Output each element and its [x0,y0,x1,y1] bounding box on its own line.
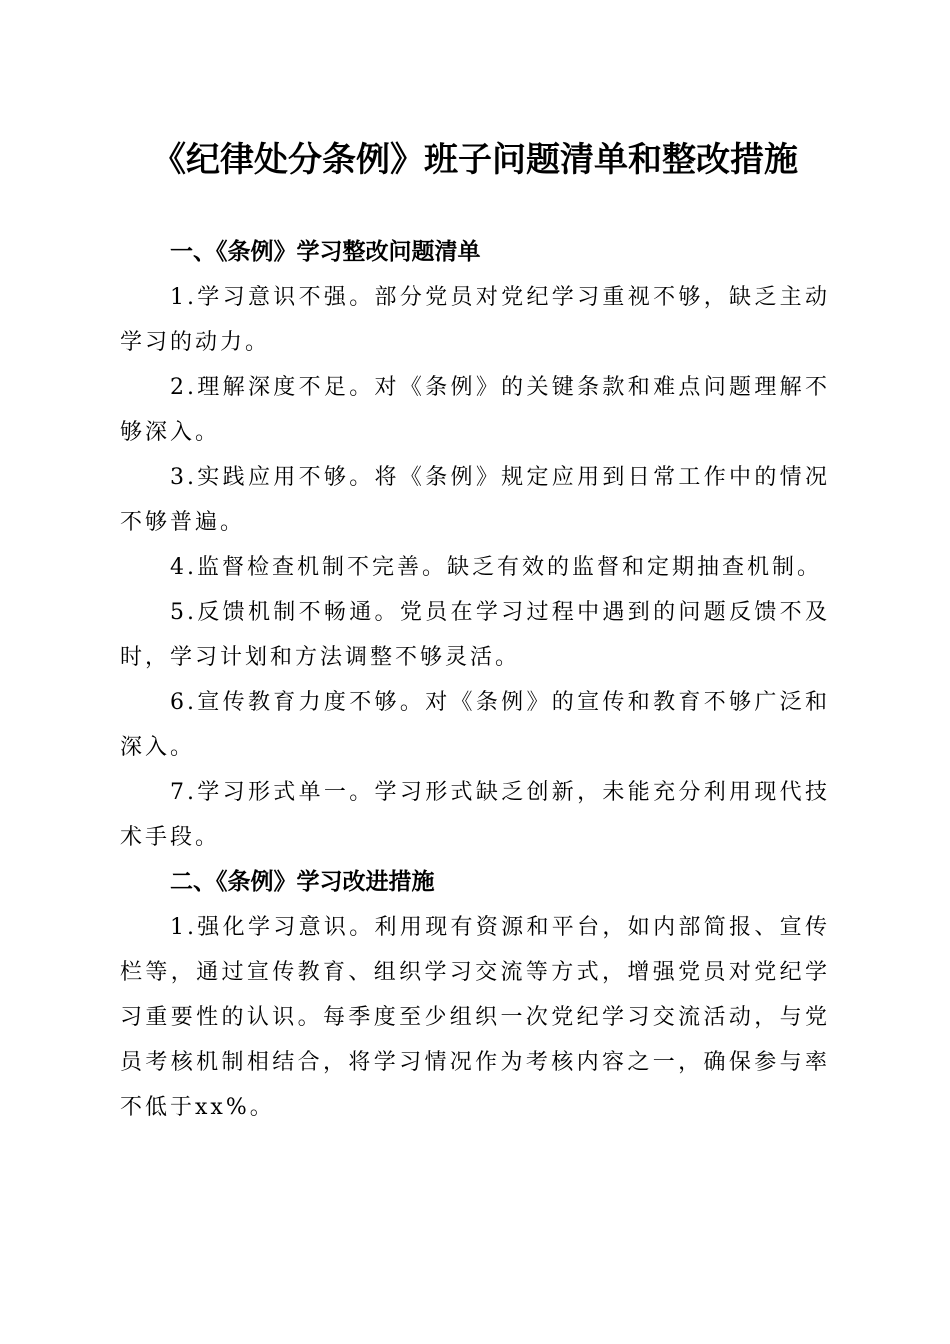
list-item: 1.强化学习意识。利用现有资源和平台，如内部简报、宣传栏等，通过宣传教育、组织学习交流等方式，增强党员对党纪学习重要性的认识。每季度至少组织一次党纪学习交流活动，与党员考核机制相结合，将学习情况作为考核内容之一，确保参与率不低于xx%。 [120,915,830,1120]
list-item: 5.反馈机制不畅通。党员在学习过程中遇到的问题反馈不及时，学习计划和方法调整不够灵活。 [120,600,830,670]
list-item: 4.监督检查机制不完善。缺乏有效的监督和定期抽查机制。 [170,555,822,580]
document-title: 《纪律处分条例》班子问题清单和整改措施 [152,140,798,180]
section-heading: 二、《条例》学习改进措施 [170,869,435,895]
list-item: 3.实践应用不够。将《条例》规定应用到日常工作中的情况不够普遍。 [120,465,830,535]
document-body [120,230,830,1130]
section-heading: 一、《条例》学习整改问题清单 [170,239,481,265]
section-problem-list [120,230,830,860]
section-improvement-measures [120,860,830,1130]
list-item: 2.理解深度不足。对《条例》的关键条款和难点问题理解不够深入。 [120,375,830,445]
list-item: 6.宣传教育力度不够。对《条例》的宣传和教育不够广泛和深入。 [120,690,830,760]
list-item: 7.学习形式单一。学习形式缺乏创新，未能充分利用现代技术手段。 [120,780,830,850]
list-item: 1.学习意识不强。部分党员对党纪学习重视不够，缺乏主动学习的动力。 [120,285,830,355]
